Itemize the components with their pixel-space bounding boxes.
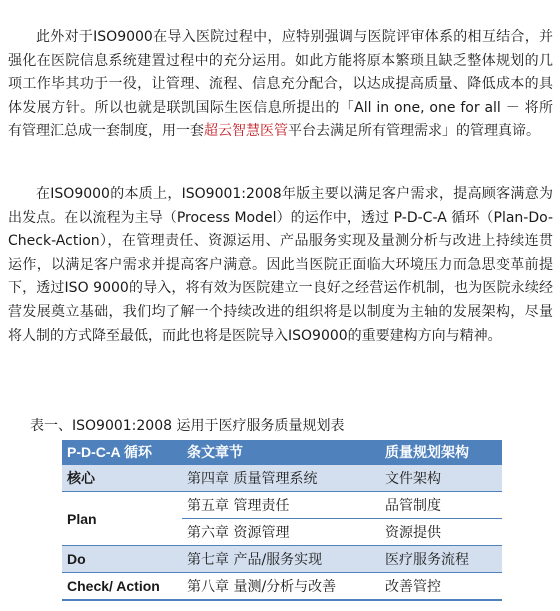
framework-cell: 品管制度 [380,492,502,519]
column-header-chapter: 条文章节 [182,440,380,465]
table-header-row [62,440,502,465]
framework-cell: 文件架构 [380,465,502,492]
column-header-pdca: P-D-C-A 循环 [62,440,182,465]
paragraph-iso-essence: 在ISO9000的本质上，ISO9001:2008年版主要以满足客户需求，提高顾客满意为出发点。在以流程为主导（Process Model）的运作中，透过 P-D-C-A 循环（Plan-Do-Check-Action），在管理责任、资源运用、产品服务实现及量测分析与改进上持续连贯运作，以满足客户需求并提高客户满意。因此当医院正面临大环境压力而急思变革前提下，透过ISO 9000的导入，将有效为医院建立一良好之经营运作机制，也为医院永续经营发展奠立基础，我们均了解一个持续改进的组织将是以制度为主轴的发展架构，尽量将人制的方式降至最低，而此也将是医院导入ISO9000的重要建构方向与精神。 [8,186,553,344]
column-header-framework: 质量规划架构 [380,440,502,465]
phase-cell: 核心 [62,465,182,492]
framework-cell: 医疗服务流程 [380,546,502,573]
table-row [62,546,502,573]
table-row [62,492,502,519]
chapter-cell: 第七章 产品/服务实现 [182,546,380,573]
chapter-cell: 第六章 资源管理 [182,519,380,546]
pdca-table [62,440,502,601]
phase-cell: Check/ Action [62,573,182,601]
table-row [62,573,502,601]
table-row [62,465,502,492]
paragraph-text: 平台去满足所有管理需求」的管理真谛。 [288,123,540,140]
paragraph-text: 此外对于ISO9000在导入医院过程中，应特别强调与医院评审体系的相互结合，并强化在医院信息系统建置过程中的充分运用。如此方能将原本繁琐且缺乏整体规划的几项工作毕其功于一役，让管理、流程、信息充分配合，以达成提高质量、降低成本的具体发展方针。所以也就是联凯国际生医信息所提出的「All in one, one for all － 将所有管理汇总成一套制度，用一套 [8,29,553,140]
product-name-highlight: 超云智慧医管 [204,123,288,140]
chapter-cell: 第四章 质量管理系统 [182,465,380,492]
phase-cell: Plan [62,492,182,546]
table-caption: 表一、ISO9001:2008 运用于医疗服务质量规划表 [30,418,345,434]
framework-cell: 改善管控 [380,573,502,601]
paragraph-integration [8,26,553,144]
phase-cell: Do [62,546,182,573]
chapter-cell: 第五章 管理责任 [182,492,380,519]
chapter-cell: 第八章 量测/分析与改善 [182,573,380,601]
framework-cell: 资源提供 [380,519,502,546]
